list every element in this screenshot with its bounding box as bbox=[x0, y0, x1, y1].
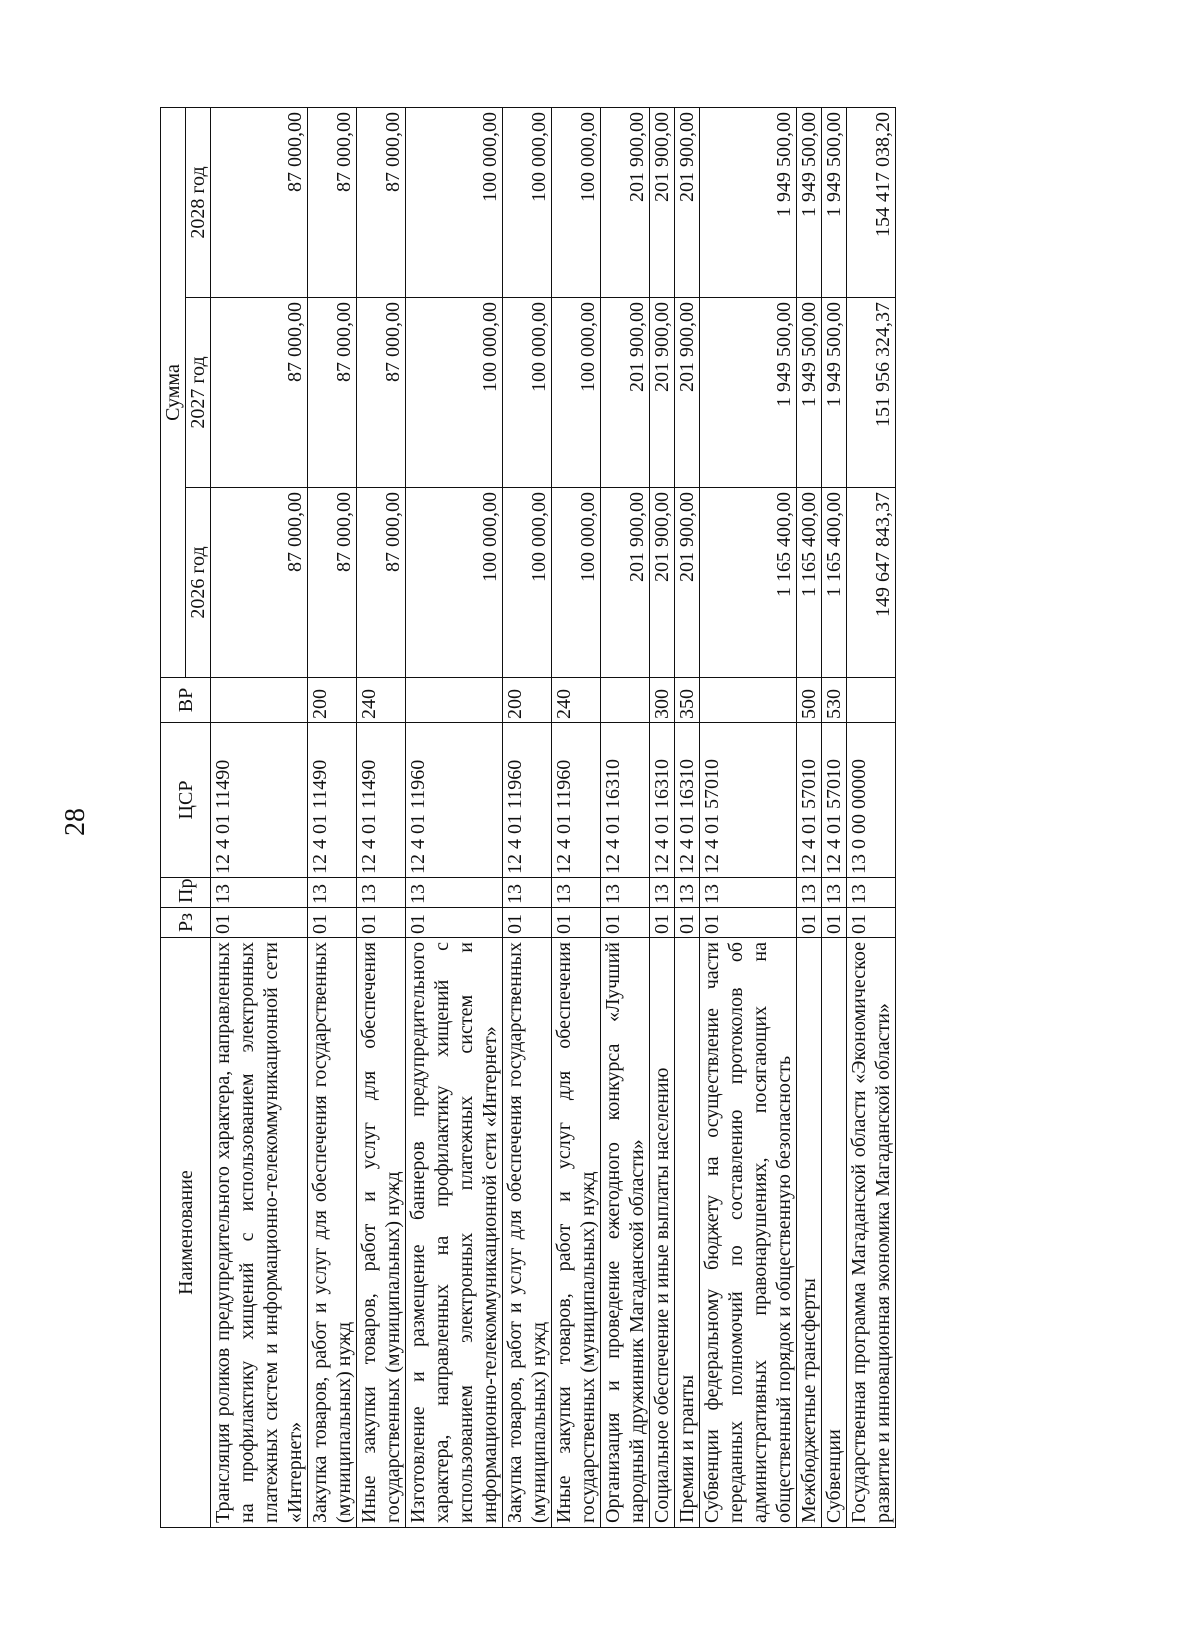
cell-csr: 12 4 01 57010 bbox=[822, 723, 847, 878]
cell-2027: 100 000,00 bbox=[503, 298, 552, 488]
cell-csr: 12 4 01 11490 bbox=[211, 723, 308, 878]
cell-rz: 01 bbox=[503, 908, 552, 938]
cell-2026: 100 000,00 bbox=[552, 488, 601, 678]
cell-pr: 13 bbox=[406, 878, 503, 908]
table-row bbox=[700, 107, 797, 1527]
cell-rz: 01 bbox=[552, 908, 601, 938]
table-row bbox=[847, 107, 896, 1527]
cell-csr: 12 4 01 57010 bbox=[700, 723, 797, 878]
cell-2028: 87 000,00 bbox=[357, 107, 406, 297]
cell-vr: 200 bbox=[503, 678, 552, 723]
cell-csr: 12 4 01 11960 bbox=[406, 723, 503, 878]
cell-rz: 01 bbox=[822, 908, 847, 938]
cell-2028: 87 000,00 bbox=[211, 107, 308, 297]
cell-name: Иные закупки товаров, работ и услуг для обеспечения государственных (муниципальных) нужд bbox=[552, 938, 601, 1528]
cell-2027: 151 956 324,37 bbox=[847, 298, 896, 488]
cell-rz: 01 bbox=[211, 908, 308, 938]
header-2027: 2027 год bbox=[186, 298, 211, 488]
cell-2027: 87 000,00 bbox=[211, 298, 308, 488]
cell-2027: 87 000,00 bbox=[308, 298, 357, 488]
cell-vr: 530 bbox=[822, 678, 847, 723]
cell-2026: 201 900,00 bbox=[601, 488, 650, 678]
cell-2026: 201 900,00 bbox=[650, 488, 675, 678]
table-header bbox=[161, 107, 211, 1527]
cell-2028: 100 000,00 bbox=[503, 107, 552, 297]
cell-2026: 87 000,00 bbox=[308, 488, 357, 678]
cell-2028: 1 949 500,00 bbox=[700, 107, 797, 297]
cell-pr: 13 bbox=[847, 878, 896, 908]
cell-vr: 500 bbox=[797, 678, 822, 723]
header-name: Наименование bbox=[161, 938, 211, 1528]
cell-2027: 201 900,00 bbox=[650, 298, 675, 488]
cell-rz: 01 bbox=[675, 908, 700, 938]
cell-pr: 13 bbox=[211, 878, 308, 908]
cell-2027: 1 949 500,00 bbox=[797, 298, 822, 488]
cell-name: Закупка товаров, работ и услуг для обеспечения государственных (муниципальных) нужд bbox=[308, 938, 357, 1528]
page-number: 28 bbox=[60, 808, 91, 836]
cell-vr: 350 bbox=[675, 678, 700, 723]
table-row bbox=[357, 107, 406, 1527]
cell-2028: 1 949 500,00 bbox=[822, 107, 847, 297]
cell-2026: 1 165 400,00 bbox=[797, 488, 822, 678]
header-rz: Рз bbox=[161, 908, 211, 938]
cell-2028: 154 417 038,20 bbox=[847, 107, 896, 297]
cell-2028: 201 900,00 bbox=[601, 107, 650, 297]
cell-rz: 01 bbox=[797, 908, 822, 938]
cell-pr: 13 bbox=[650, 878, 675, 908]
cell-name: Изготовление и размещение баннеров предупредительного характера, направленных на профилактику хищений с использованием электронных платежных систем и информационно-телекоммуникационной сети «Интернет» bbox=[406, 938, 503, 1528]
cell-name: Субвенции bbox=[822, 938, 847, 1528]
cell-rz: 01 bbox=[601, 908, 650, 938]
cell-pr: 13 bbox=[552, 878, 601, 908]
cell-csr: 12 4 01 16310 bbox=[675, 723, 700, 878]
header-2026: 2026 год bbox=[186, 488, 211, 678]
cell-name: Закупка товаров, работ и услуг для обеспечения государственных (муниципальных) нужд bbox=[503, 938, 552, 1528]
cell-2027: 87 000,00 bbox=[357, 298, 406, 488]
table-row bbox=[822, 107, 847, 1527]
cell-2026: 149 647 843,37 bbox=[847, 488, 896, 678]
cell-rz: 01 bbox=[357, 908, 406, 938]
cell-2026: 1 165 400,00 bbox=[700, 488, 797, 678]
cell-2026: 100 000,00 bbox=[503, 488, 552, 678]
cell-pr: 13 bbox=[357, 878, 406, 908]
cell-vr: 200 bbox=[308, 678, 357, 723]
cell-name: Организация и проведение ежегодного конкурса «Лучший народный дружинник Магаданской области» bbox=[601, 938, 650, 1528]
cell-name: Государственная программа Магаданской области «Экономическое развитие и инновационная экономика Магаданской области» bbox=[847, 938, 896, 1528]
cell-csr: 12 4 01 11490 bbox=[357, 723, 406, 878]
cell-vr bbox=[847, 678, 896, 723]
cell-csr: 13 0 00 00000 bbox=[847, 723, 896, 878]
header-vr: ВР bbox=[161, 678, 211, 723]
cell-csr: 12 4 01 57010 bbox=[797, 723, 822, 878]
cell-pr: 13 bbox=[308, 878, 357, 908]
cell-name: Премии и гранты bbox=[675, 938, 700, 1528]
budget-table-rotated bbox=[160, 108, 1080, 1528]
cell-2027: 100 000,00 bbox=[552, 298, 601, 488]
cell-2027: 1 949 500,00 bbox=[700, 298, 797, 488]
table-row bbox=[503, 107, 552, 1527]
cell-csr: 12 4 01 11960 bbox=[552, 723, 601, 878]
cell-name: Социальное обеспечение и иные выплаты населению bbox=[650, 938, 675, 1528]
cell-2026: 201 900,00 bbox=[675, 488, 700, 678]
header-sum: Сумма bbox=[161, 107, 186, 677]
cell-vr bbox=[700, 678, 797, 723]
cell-name: Трансляция роликов предупредительного характера, направленных на профилактику хищений с использованием электронных платежных систем и информационно-телекоммуникационной сети «Интернет» bbox=[211, 938, 308, 1528]
cell-name: Межбюджетные трансферты bbox=[797, 938, 822, 1528]
cell-rz: 01 bbox=[847, 908, 896, 938]
cell-2026: 87 000,00 bbox=[211, 488, 308, 678]
cell-csr: 12 4 01 16310 bbox=[650, 723, 675, 878]
budget-table bbox=[160, 107, 896, 1528]
cell-rz: 01 bbox=[406, 908, 503, 938]
header-2028: 2028 год bbox=[186, 107, 211, 297]
cell-vr bbox=[601, 678, 650, 723]
table-row bbox=[406, 107, 503, 1527]
cell-vr: 240 bbox=[552, 678, 601, 723]
table-body bbox=[211, 107, 896, 1527]
header-pr: Пр bbox=[161, 878, 211, 908]
cell-2028: 87 000,00 bbox=[308, 107, 357, 297]
cell-pr: 13 bbox=[797, 878, 822, 908]
cell-vr bbox=[406, 678, 503, 723]
cell-vr bbox=[211, 678, 308, 723]
cell-2028: 100 000,00 bbox=[406, 107, 503, 297]
cell-pr: 13 bbox=[822, 878, 847, 908]
cell-rz: 01 bbox=[308, 908, 357, 938]
table-row bbox=[675, 107, 700, 1527]
cell-2026: 100 000,00 bbox=[406, 488, 503, 678]
cell-2028: 201 900,00 bbox=[675, 107, 700, 297]
cell-name: Иные закупки товаров, работ и услуг для обеспечения государственных (муниципальных) нужд bbox=[357, 938, 406, 1528]
table-row bbox=[308, 107, 357, 1527]
table-row bbox=[650, 107, 675, 1527]
cell-2026: 87 000,00 bbox=[357, 488, 406, 678]
cell-2028: 1 949 500,00 bbox=[797, 107, 822, 297]
cell-2027: 201 900,00 bbox=[601, 298, 650, 488]
cell-2028: 100 000,00 bbox=[552, 107, 601, 297]
cell-2027: 100 000,00 bbox=[406, 298, 503, 488]
cell-pr: 13 bbox=[675, 878, 700, 908]
cell-vr: 300 bbox=[650, 678, 675, 723]
table-row bbox=[211, 107, 308, 1527]
cell-rz: 01 bbox=[650, 908, 675, 938]
header-csr: ЦСР bbox=[161, 723, 211, 878]
cell-2027: 201 900,00 bbox=[675, 298, 700, 488]
cell-csr: 12 4 01 16310 bbox=[601, 723, 650, 878]
cell-name: Субвенции федеральному бюджету на осуществление части переданных полномочий по составлению протоколов об административных правонарушениях, посягающих на общественный порядок и общественную безопасность bbox=[700, 938, 797, 1528]
cell-2028: 201 900,00 bbox=[650, 107, 675, 297]
table-row bbox=[797, 107, 822, 1527]
cell-pr: 13 bbox=[601, 878, 650, 908]
cell-vr: 240 bbox=[357, 678, 406, 723]
cell-csr: 12 4 01 11490 bbox=[308, 723, 357, 878]
cell-rz: 01 bbox=[700, 908, 797, 938]
cell-pr: 13 bbox=[503, 878, 552, 908]
table-row bbox=[552, 107, 601, 1527]
cell-2026: 1 165 400,00 bbox=[822, 488, 847, 678]
cell-2027: 1 949 500,00 bbox=[822, 298, 847, 488]
cell-pr: 13 bbox=[700, 878, 797, 908]
cell-csr: 12 4 01 11960 bbox=[503, 723, 552, 878]
table-row bbox=[601, 107, 650, 1527]
